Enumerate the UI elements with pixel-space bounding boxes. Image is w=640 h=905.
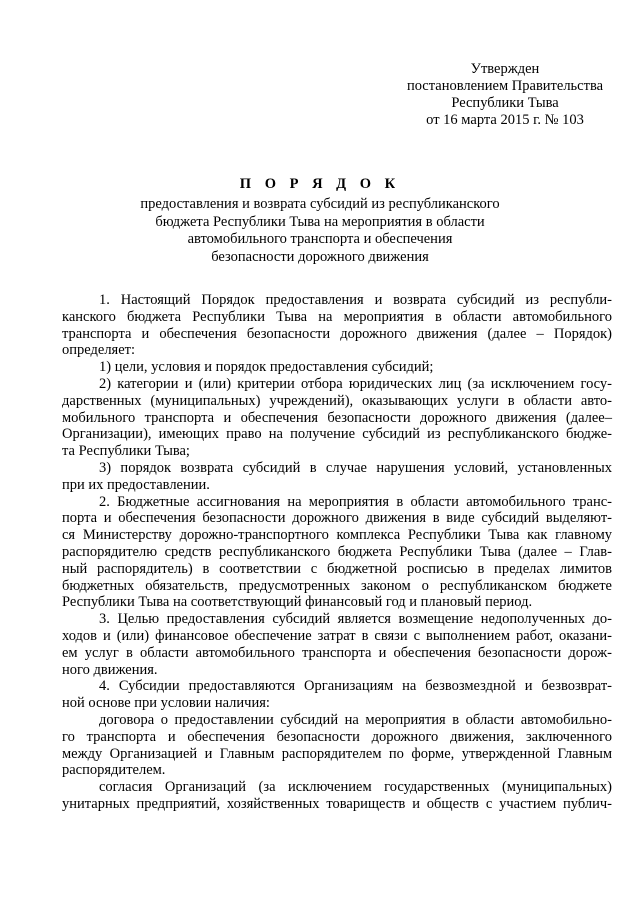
body-line: 2. Бюджетные ассигнования на мероприятия в области автомобильного транс-: [99, 493, 612, 510]
body-line: ного движения.: [62, 661, 158, 678]
document-subtitle: [0, 196, 640, 266]
body-line: распорядителю средств республиканского бюджета Республики Тыва (далее – Глав-: [62, 543, 612, 560]
body-line: определяет:: [62, 342, 136, 359]
body-line: бюджетных обязательств, предусмотренных законом о республиканском бюджете: [62, 577, 612, 594]
document-body: [62, 292, 612, 813]
body-line: 2) категории и (или) критерии отбора юридических лиц (за исключением госу-: [99, 375, 612, 392]
body-line: ходов и (или) финансовое обеспечение затрат в связи с выполнением работ, оказани-: [62, 627, 612, 644]
body-line: дарственных (муниципальных) учреждений), оказывающих услуги в области авто-: [62, 392, 612, 409]
document-title: П О Р Я Д О К: [239, 176, 401, 192]
body-line: ся Министерству дорожно-транспортного комплекса Республики Тыва как главному: [62, 527, 612, 544]
subtitle-line: автомобильного транспорта и обеспечения: [187, 231, 453, 247]
body-line: 3) порядок возврата субсидий в случае нарушения условий, установленных: [99, 459, 612, 476]
body-line: 4. Субсидии предоставляются Организациям на безвозмездной и безвозврат-: [99, 678, 612, 695]
subtitle-line: бюджета Республики Тыва на мероприятия в области: [155, 213, 485, 230]
approval-line: постановлением Правительства: [406, 78, 604, 94]
approval-line: Республики Тыва: [451, 95, 559, 111]
approval-line: от 16 марта 2015 г. № 103: [426, 112, 584, 128]
body-line: согласия Организаций (за исключением государственных (муниципальных): [99, 779, 612, 796]
body-line: ной основе при условии наличия:: [62, 695, 270, 712]
body-line: транспорта и обеспечения безопасности дорожного движения (далее – Порядок): [62, 325, 612, 342]
body-line: 1) цели, условия и порядок предоставления субсидий;: [99, 359, 434, 376]
body-line: между Организацией и Главным распорядителем по форме, утвержденной Главным: [62, 745, 612, 762]
body-line: канского бюджета Республики Тыва на мероприятия в области автомобильного: [62, 308, 612, 325]
approval-line: Утвержден: [470, 61, 540, 77]
body-line: 1. Настоящий Порядок предоставления и возврата субсидий из республи-: [99, 292, 612, 308]
subtitle-line: предоставления и возврата субсидий из республиканского: [140, 196, 500, 212]
body-line: при их предоставлении.: [62, 476, 210, 493]
body-line: 3. Целью предоставления субсидий является возмещение недополученных до-: [99, 611, 612, 628]
approval-block: [380, 61, 630, 129]
body-line: та Республики Тыва;: [62, 443, 190, 460]
body-line: ный распорядитель) в соответствии с бюджетной росписью в пределах лимитов: [62, 560, 612, 577]
body-line: Организации), имеющих право на получение субсидий из республиканского бюдже-: [62, 426, 612, 443]
body-line: ем услуг в области автомобильного транспорта и обеспечения безопасности дорож-: [62, 644, 612, 661]
subtitle-line: безопасности дорожного движения: [211, 248, 429, 265]
body-line: договора о предоставлении субсидий на мероприятия в области автомобильно-: [99, 711, 612, 728]
body-line: распорядителем.: [62, 762, 166, 779]
body-line: порта и обеспечения безопасности дорожного движения в виде субсидий выделяют-: [62, 510, 612, 527]
body-line: мобильного транспорта и обеспечения безопасности дорожного движения (далее–: [62, 409, 612, 426]
body-line: го транспорта и обеспечения безопасности дорожного движения, заключенного: [62, 728, 612, 745]
body-line: унитарных предприятий, хозяйственных товариществ и обществ с участием публич-: [62, 795, 612, 812]
body-line: Республики Тыва на соответствующий финансовый год и плановый период.: [62, 594, 533, 611]
